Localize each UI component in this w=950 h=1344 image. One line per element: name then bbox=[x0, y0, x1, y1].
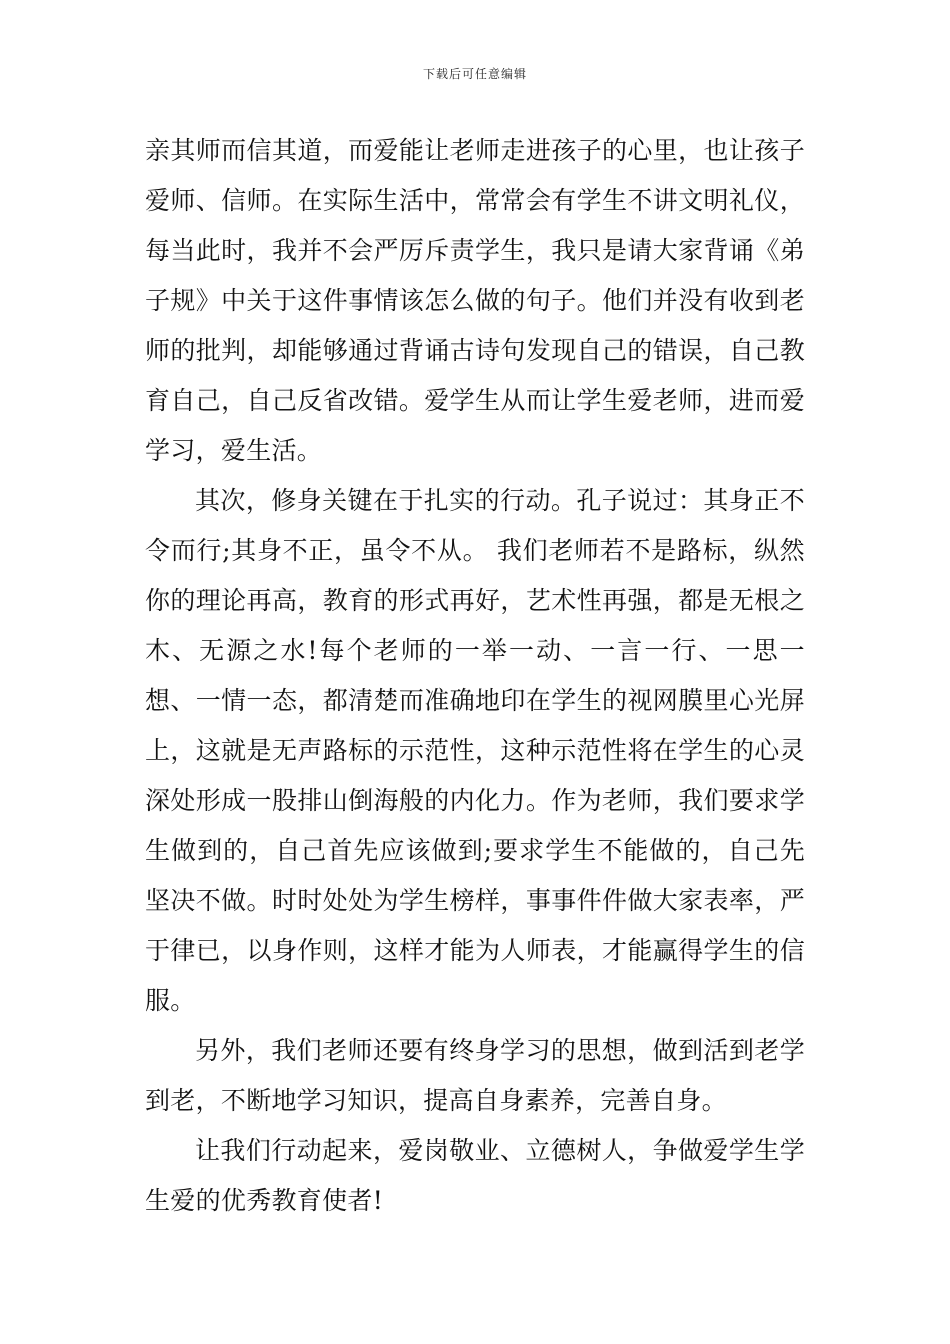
paragraph-1: 亲其师而信其道，而爱能让老师走进孩子的心里，也让孩子爱师、信师。在实际生活中，常常会有学生不讲文明礼仪，每当此时，我并不会严厉斥责学生，我只是请大家背诵《弟子规》中关于这件事情该怎么做的句子。他们并没有收到老师的批判，却能够通过背诵古诗句发现自己的错误，自己教育自己，自己反省改错。爱学生从而让学生爱老师，进而爱学习，爱生活。 bbox=[145, 136, 805, 465]
paragraph-2: 其次，修身关键在于扎实的行动。孔子说过：其身正不令而行;其身不正，虽令不从。 我们老师若不是路标，纵然你的理论再高，教育的形式再好，艺术性再强，都是无根之木、无源之水!每个老师的一举一动、一言一行、一思一想、一情一态，都清楚而准确地印在学生的视网膜里心光屏上，这就是无声路标的示范性，这种示范性将在学生的心灵深处形成一股排山倒海般的内化力。作为老师，我们要求学生做到的，自己首先应该做到;要求学生不能做的，自己先坚决不做。时时处处为学生榜样，事事件件做大家表率，严于律已，以身作则，这样才能为人师表，才能赢得学生的信服。 bbox=[145, 486, 805, 1015]
paragraph-3: 另外，我们老师还要有终身学习的思想，做到活到老学到老，不断地学习知识，提高自身素养，完善自身。 bbox=[145, 1036, 805, 1115]
paragraph-4: 让我们行动起来，爱岗敬业、立德树人，争做爱学生学生爱的优秀教育使者! bbox=[145, 1136, 805, 1215]
page-header: 下载后可任意编辑 bbox=[422, 67, 527, 81]
document-body bbox=[145, 126, 805, 1226]
